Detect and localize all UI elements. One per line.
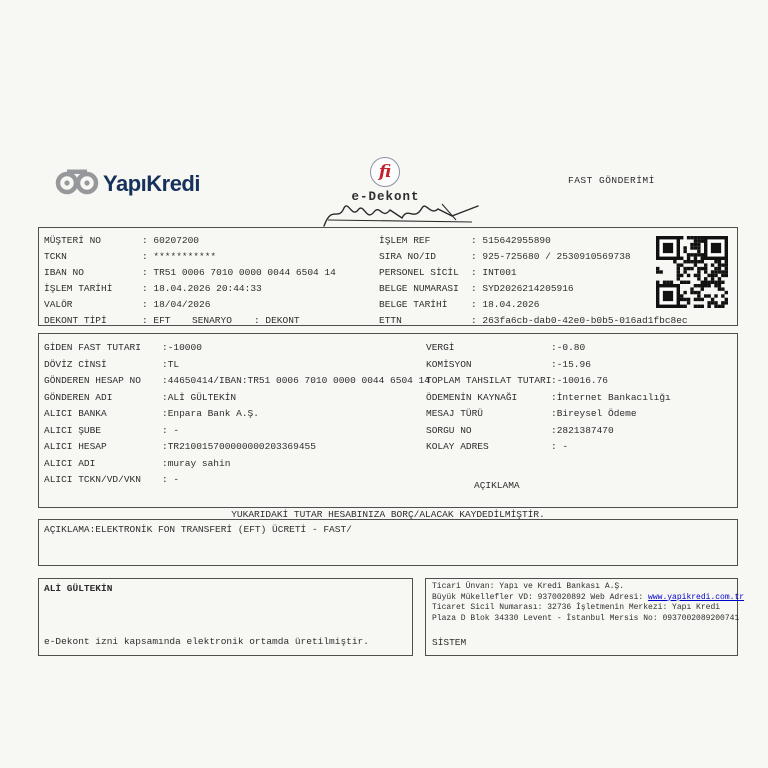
field-value: : 515642955890	[471, 235, 551, 246]
field-label: TOPLAM TAHSILAT TUTARI	[426, 375, 552, 386]
bank-logo-text: YapıKredi	[103, 170, 200, 196]
field-label: ALICI TCKN/VD/VKN	[44, 474, 141, 485]
field-row	[44, 249, 336, 265]
edekont-title: e-Dekont	[351, 190, 420, 204]
field-value: : DEKONT	[254, 315, 300, 326]
field-label: BELGE TARİHİ	[379, 299, 448, 310]
ram-horns-icon	[55, 165, 99, 202]
field-label: ÖDEMENİN KAYNAĞI	[426, 391, 518, 403]
field-row	[379, 281, 688, 297]
field-label: ALICI ADI	[44, 457, 96, 469]
field-label: MESAJ TÜRÜ	[426, 408, 484, 419]
bank-logo	[55, 165, 200, 202]
field-label: MÜŞTERİ NO	[44, 235, 102, 246]
sender-name: ALİ GÜLTEKİN	[44, 583, 113, 594]
field-value: :ALİ GÜLTEKİN	[162, 391, 237, 403]
field-row	[44, 281, 336, 297]
field-row	[426, 357, 671, 374]
detail-box	[38, 333, 738, 508]
description-box	[38, 519, 738, 566]
field-value: :-10000	[162, 342, 202, 353]
field-label: SENARYO	[192, 315, 232, 326]
field-value: : -	[551, 441, 569, 452]
field-value: :-15.96	[551, 358, 591, 370]
system-label: SİSTEM	[432, 637, 467, 648]
bank-legal-line3: Ticaret Sicil Numarası: 32736 İşletmenin Merkezi: Yapı Kredi	[432, 603, 721, 612]
field-label: ETTN	[379, 315, 402, 326]
bank-legal-line1: Ticari Ünvan: Yapı ve Kredi Bankası A.Ş.	[432, 582, 625, 591]
description-text: AÇIKLAMA:ELEKTRONİK FON TRANSFERİ (EFT) ÜCRETİ - FAST/	[44, 524, 352, 535]
field-row	[44, 406, 430, 423]
field-label: ALICI BANKA	[44, 408, 107, 419]
field-label: İŞLEM TARİHİ	[44, 283, 113, 294]
aciklama-section-label: AÇIKLAMA	[474, 480, 520, 491]
emblem-fi-icon: fi	[378, 161, 392, 182]
field-row	[44, 340, 430, 357]
field-row	[44, 423, 430, 440]
field-row	[44, 297, 336, 313]
detail-box-right-column	[426, 340, 671, 456]
field-value: : -	[162, 424, 180, 436]
edekont-disclaimer: e-Dekont izni kapsamında elektronik ortamda üretilmiştir.	[44, 636, 369, 647]
field-value: :İnternet Bankacılığı	[551, 391, 671, 403]
field-label: KOMİSYON	[426, 358, 472, 370]
field-label: BELGE NUMARASI	[379, 283, 459, 294]
field-row	[426, 340, 671, 357]
field-value: :-0.80	[551, 342, 586, 353]
field-value: :Bireysel Ödeme	[551, 408, 637, 419]
bank-legal-line4: Plaza D Blok 34330 Levent - İstanbul Mersis No: 0937002089200741	[432, 613, 740, 623]
field-value: : TR51 0006 7010 0000 0044 6504 14	[142, 267, 336, 278]
field-label: VERGİ	[426, 342, 455, 353]
bank-legal-line2-text: Büyük Mükellefler VD: 9370020892 Web Adresi:	[432, 592, 649, 602]
field-row	[44, 265, 336, 281]
field-label: GİDEN FAST TUTARI	[44, 342, 141, 353]
field-value: :Enpara Bank A.Ş.	[162, 408, 259, 419]
field-row	[44, 439, 430, 456]
field-value: : 18.04.2026	[471, 299, 540, 310]
field-value: : 18/04/2026	[142, 299, 211, 310]
field-value: : 263fa6cb-dab0-42e0-b0b5-016ad1fbc8ec	[471, 315, 688, 326]
field-label: TCKN	[44, 251, 67, 262]
field-value: : SYD2026214205916	[471, 283, 574, 294]
field-row	[379, 265, 688, 281]
field-row	[426, 373, 671, 390]
field-label: SIRA NO/ID	[379, 251, 437, 262]
field-row	[426, 423, 671, 440]
field-label: SORGU NO	[426, 424, 472, 436]
field-row	[44, 456, 430, 473]
bank-website-link[interactable]: www.yapikredi.com.tr	[648, 592, 745, 602]
footer-sender-box	[38, 578, 413, 656]
field-value: : 18.04.2026 20:44:33	[142, 283, 262, 294]
qr-code	[656, 236, 728, 308]
field-row	[44, 373, 430, 390]
field-label: VALÖR	[44, 299, 73, 310]
field-row	[379, 249, 688, 265]
field-value: : INT001	[471, 267, 517, 278]
debit-credit-notice: YUKARIDAKİ TUTAR HESABINIZA BORÇ/ALACAK KAYDEDİLMİŞTİR.	[231, 509, 545, 520]
info-box	[38, 227, 738, 326]
field-value: :TL	[162, 358, 180, 370]
field-row	[44, 472, 430, 489]
info-box-right-column	[379, 233, 688, 329]
field-row	[44, 233, 336, 249]
field-label: IBAN NO	[44, 267, 84, 278]
info-box-left-column	[44, 233, 336, 329]
field-row	[379, 297, 688, 313]
field-label: DEKONT TİPİ	[44, 315, 107, 326]
field-row	[44, 390, 430, 407]
field-value: : 60207200	[142, 235, 200, 246]
field-row	[426, 439, 671, 456]
field-row	[379, 313, 688, 329]
field-value: :TR210015700000000203369455	[162, 441, 316, 452]
detail-box-left-column	[44, 340, 430, 489]
bank-legal-line2	[432, 592, 745, 604]
field-row	[426, 406, 671, 423]
field-label: İŞLEM REF	[379, 235, 431, 246]
field-value: : 925-725680 / 2530910569738	[471, 251, 631, 262]
footer-bank-box	[425, 578, 745, 656]
field-value: : EFT	[142, 315, 171, 326]
field-value: :2821387470	[551, 424, 614, 436]
field-label: ALICI HESAP	[44, 441, 107, 452]
field-value: :44650414/IBAN:TR51 0006 7010 0000 0044 6504 14	[162, 375, 430, 386]
field-label: PERSONEL SİCİL	[379, 267, 459, 278]
field-label: DÖVİZ CİNSİ	[44, 358, 107, 370]
field-row	[44, 313, 336, 329]
signature	[322, 196, 482, 239]
field-label: GÖNDEREN HESAP NO	[44, 375, 141, 386]
field-value: :muray sahin	[162, 457, 231, 469]
field-value: : ***********	[142, 251, 217, 262]
field-row	[426, 390, 671, 407]
field-label: ALICI ŞUBE	[44, 424, 102, 436]
bank-emblem	[370, 157, 400, 187]
transfer-type-label: FAST GÖNDERİMİ	[568, 175, 655, 186]
field-row	[44, 357, 430, 374]
field-label: GÖNDEREN ADI	[44, 391, 113, 403]
field-value: :-10016.76	[551, 375, 609, 386]
field-label: KOLAY ADRES	[426, 441, 489, 452]
field-value: : -	[162, 474, 180, 485]
